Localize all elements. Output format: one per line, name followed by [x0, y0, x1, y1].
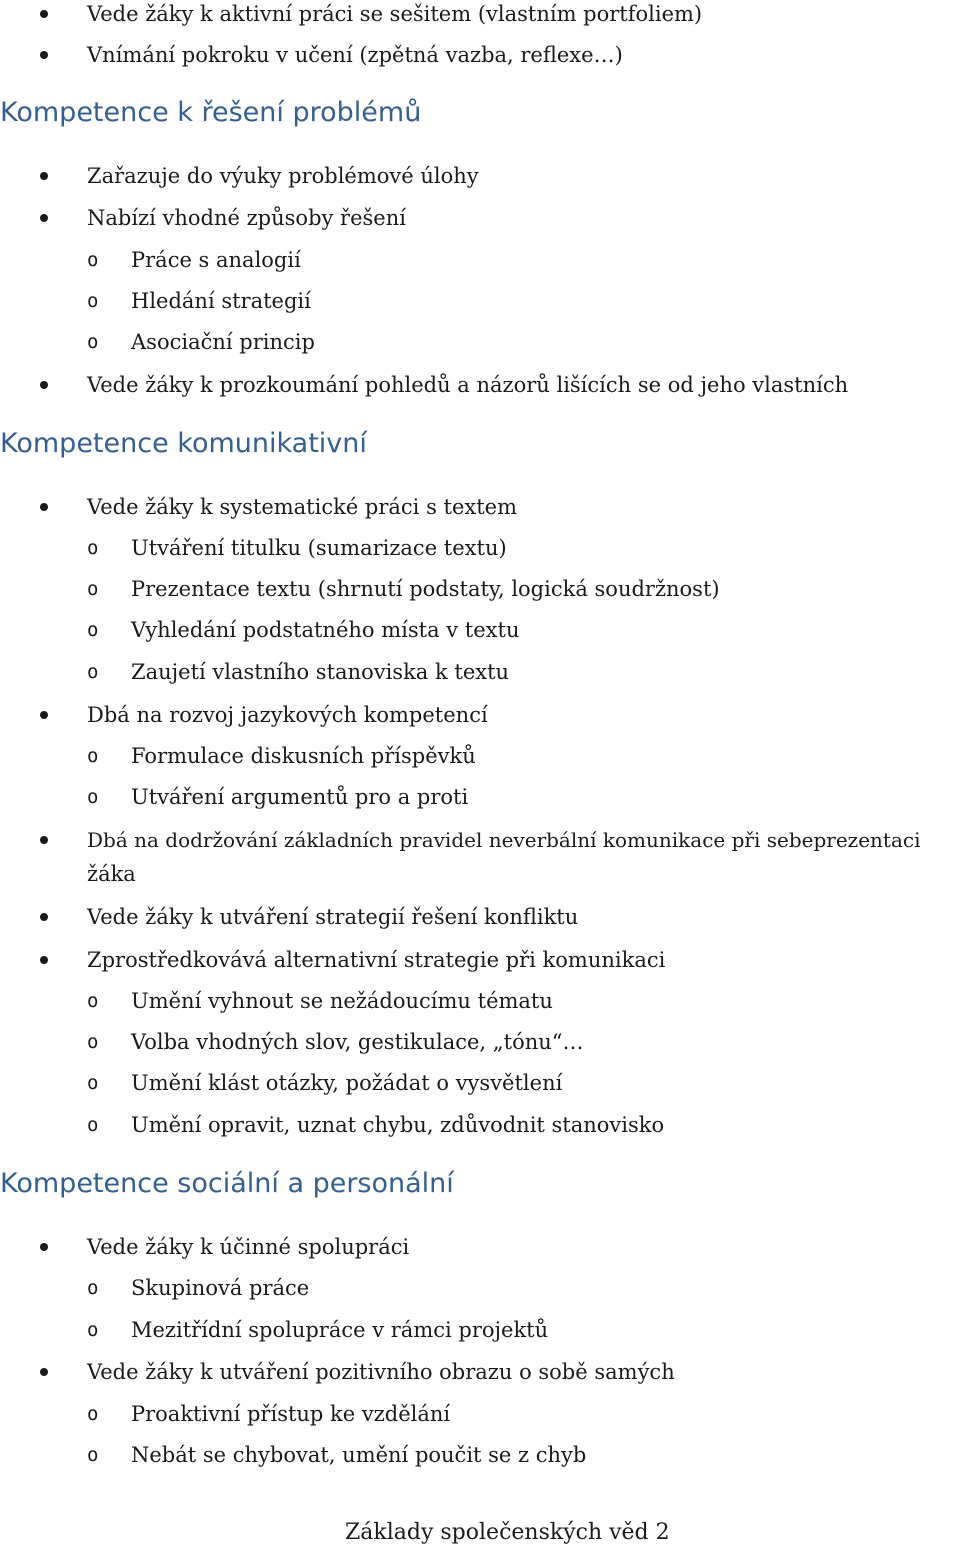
circle-bullet-icon: o [87, 1072, 99, 1094]
circle-bullet-icon: o [87, 745, 99, 767]
circle-bullet-icon: o [87, 1319, 99, 1341]
sub-list-item-text: Prezentace textu (shrnutí podstaty, logická soudržnost) [131, 577, 720, 601]
sub-list-item-text: Práce s analogií [131, 248, 301, 272]
list-item-text: Dbá na rozvoj jazykových kompetencí [87, 703, 488, 727]
circle-bullet-icon: o [87, 661, 99, 683]
list-item-text: Vede žáky k aktivní práci se sešitem (vlastním portfoliem) [87, 2, 703, 26]
circle-bullet-icon: o [87, 249, 99, 271]
list-item-continuation: žáka [87, 862, 136, 886]
list-item-text: Vnímání pokroku v učení (zpětná vazba, reflexe…) [87, 43, 623, 67]
section-heading: Kompetence sociální a personální [0, 1168, 454, 1199]
circle-bullet-icon: o [87, 619, 99, 641]
bullet-icon [40, 381, 48, 389]
circle-bullet-icon: o [87, 290, 99, 312]
list-item-text: Vede žáky k prozkoumání pohledů a názorů lišících se od jeho vlastních [87, 373, 849, 397]
bullet-icon [40, 1368, 48, 1376]
bullet-icon [40, 913, 48, 921]
list-item-text: Vede žáky k systematické práci s textem [87, 495, 518, 519]
sub-list-item-text: Hledání strategií [131, 289, 311, 313]
bullet-icon [40, 214, 48, 222]
sub-list-item-text: Nebát se chybovat, umění poučit se z chyb [131, 1443, 587, 1467]
list-item-text: Vede žáky k utváření strategií řešení konfliktu [87, 905, 579, 929]
sub-list-item-text: Proaktivní přístup ke vzdělání [131, 1402, 451, 1426]
list-item-text: Zařazuje do výuky problémové úlohy [87, 164, 479, 188]
circle-bullet-icon: o [87, 537, 99, 559]
bullet-icon [40, 711, 48, 719]
sub-list-item-text: Utváření argumentů pro a proti [131, 785, 469, 809]
circle-bullet-icon: o [87, 1403, 99, 1425]
bullet-icon [40, 10, 48, 18]
sub-list-item-text: Vyhledání podstatného místa v textu [131, 618, 520, 642]
list-item-text: Vede žáky k účinné spolupráci [87, 1235, 410, 1259]
bullet-icon [40, 956, 48, 964]
circle-bullet-icon: o [87, 1114, 99, 1136]
list-item-text: Dbá na dodržování základních pravidel neverbální komunikace při sebeprezentaci [87, 828, 921, 852]
section-heading: Kompetence k řešení problémů [0, 97, 422, 128]
list-item-text: Vede žáky k utváření pozitivního obrazu o sobě samých [87, 1360, 675, 1384]
circle-bullet-icon: o [87, 1277, 99, 1299]
sub-list-item-text: Formulace diskusních příspěvků [131, 744, 476, 768]
circle-bullet-icon: o [87, 786, 99, 808]
sub-list-item-text: Zaujetí vlastního stanoviska k textu [131, 660, 510, 684]
circle-bullet-icon: o [87, 1444, 99, 1466]
circle-bullet-icon: o [87, 1031, 99, 1053]
sub-list-item-text: Asociační princip [131, 330, 315, 354]
circle-bullet-icon: o [87, 990, 99, 1012]
sub-list-item-text: Umění opravit, uznat chybu, zdůvodnit stanovisko [131, 1113, 665, 1137]
sub-list-item-text: Mezitřídní spolupráce v rámci projektů [131, 1318, 549, 1342]
sub-list-item-text: Utváření titulku (sumarizace textu) [131, 536, 507, 560]
page-footer: Základy společenských věd 2 [345, 1520, 670, 1545]
sub-list-item-text: Umění klást otázky, požádat o vysvětlení [131, 1071, 563, 1095]
bullet-icon [40, 836, 48, 844]
sub-list-item-text: Skupinová práce [131, 1276, 310, 1300]
circle-bullet-icon: o [87, 578, 99, 600]
bullet-icon [40, 1243, 48, 1251]
list-item-text: Zprostředkovává alternativní strategie při komunikaci [87, 948, 666, 972]
sub-list-item-text: Umění vyhnout se nežádoucímu tématu [131, 989, 553, 1013]
bullet-icon [40, 503, 48, 511]
bullet-icon [40, 51, 48, 59]
circle-bullet-icon: o [87, 331, 99, 353]
sub-list-item-text: Volba vhodných slov, gestikulace, „tónu“… [131, 1030, 584, 1054]
bullet-icon [40, 172, 48, 180]
section-heading: Kompetence komunikativní [0, 428, 367, 459]
list-item-text: Nabízí vhodné způsoby řešení [87, 206, 406, 230]
